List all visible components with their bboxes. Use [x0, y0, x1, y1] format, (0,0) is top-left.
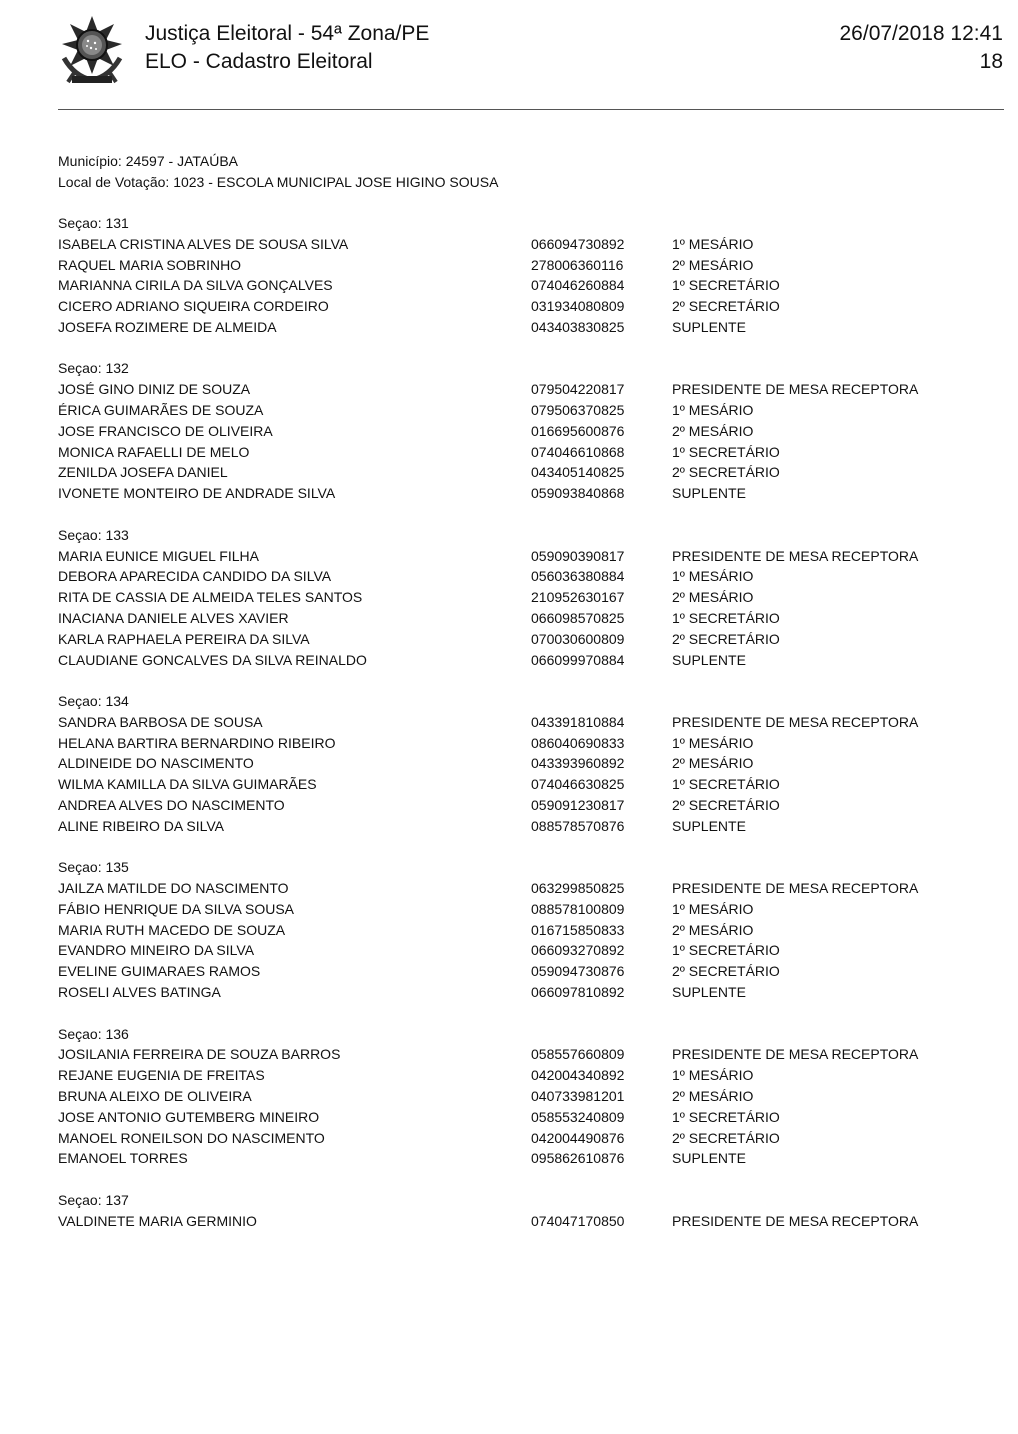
- member-name: JOSE FRANCISCO DE OLIVEIRA: [58, 422, 273, 439]
- section-heading: [58, 358, 1004, 379]
- member-name: RAQUEL MARIA SOBRINHO: [58, 256, 242, 273]
- member-name: MARIA EUNICE MIGUEL FILHA: [58, 547, 259, 564]
- member-row: [58, 1065, 1004, 1086]
- member-id: 210952630167: [531, 589, 625, 606]
- member-role: 1º MESÁRIO: [672, 568, 754, 585]
- member-id: 040733981201: [531, 1087, 625, 1104]
- member-id: 074046610868: [531, 443, 625, 460]
- member-row: [58, 442, 1004, 463]
- member-name: RITA DE CASSIA DE ALMEIDA TELES SANTOS: [58, 589, 363, 606]
- member-name: JOSILANIA FERREIRA DE SOUZA BARROS: [58, 1046, 341, 1063]
- member-row: [58, 878, 1004, 899]
- member-row: [58, 1044, 1004, 1065]
- member-role: 1º MESÁRIO: [672, 734, 754, 751]
- member-id: 042004490876: [531, 1129, 625, 1146]
- member-name: ZENILDA JOSEFA DANIEL: [58, 464, 228, 481]
- member-name: INACIANA DANIELE ALVES XAVIER: [58, 609, 289, 626]
- member-row: [58, 546, 1004, 567]
- member-name: DEBORA APARECIDA CANDIDO DA SILVA: [58, 568, 332, 585]
- member-role: PRESIDENTE DE MESA RECEPTORA: [672, 880, 919, 897]
- section-block: [58, 525, 1004, 671]
- section-label: Seçao: 135: [58, 859, 129, 876]
- report-title: Justiça Eleitoral - 54ª Zona/PE: [145, 22, 430, 45]
- member-role: 1º SECRETÁRIO: [672, 277, 780, 294]
- member-role: 2º MESÁRIO: [672, 589, 754, 606]
- member-id: 278006360116: [531, 256, 624, 273]
- member-id: 066093270892: [531, 942, 625, 959]
- brazil-coat-of-arms-icon: [58, 14, 126, 86]
- member-row: [58, 462, 1004, 483]
- section-block: [58, 857, 1004, 1003]
- member-role: 1º MESÁRIO: [672, 1067, 754, 1084]
- member-row: [58, 379, 1004, 400]
- local-votacao-label: Local de Votação: 1023 - ESCOLA MUNICIPAL JOSE HIGINO SOUSA: [58, 174, 499, 190]
- member-row: [58, 920, 1004, 941]
- member-row: [58, 234, 1004, 255]
- member-name: EMANOEL TORRES: [58, 1150, 188, 1167]
- member-name: SANDRA BARBOSA DE SOUSA: [58, 713, 263, 730]
- member-name: ISABELA CRISTINA ALVES DE SOUSA SILVA: [58, 235, 349, 252]
- member-id: 066098570825: [531, 609, 625, 626]
- member-name: FÁBIO HENRIQUE DA SILVA SOUSA: [58, 900, 294, 917]
- member-row: [58, 753, 1004, 774]
- member-id: 086040690833: [531, 734, 625, 751]
- member-role: 2º SECRETÁRIO: [672, 796, 780, 813]
- member-row: [58, 483, 1004, 504]
- member-id: 043391810884: [531, 713, 625, 730]
- member-name: EVELINE GUIMARAES RAMOS: [58, 963, 261, 980]
- member-id: 066094730892: [531, 235, 625, 252]
- member-role: 2º SECRETÁRIO: [672, 298, 780, 315]
- report-subtitle: ELO - Cadastro Eleitoral: [145, 50, 373, 73]
- member-name: MARIA RUTH MACEDO DE SOUZA: [58, 921, 286, 938]
- member-name: CICERO ADRIANO SIQUEIRA CORDEIRO: [58, 298, 329, 315]
- member-role: 2º SECRETÁRIO: [672, 963, 780, 980]
- member-role: 2º MESÁRIO: [672, 755, 754, 772]
- member-id: 066097810892: [531, 984, 625, 1001]
- member-row: [58, 629, 1004, 650]
- member-row: [58, 255, 1004, 276]
- member-id: 074047170850: [531, 1212, 625, 1229]
- section-heading: [58, 213, 1004, 234]
- member-row: [58, 774, 1004, 795]
- member-role: 2º MESÁRIO: [672, 256, 754, 273]
- member-role: 1º MESÁRIO: [672, 900, 754, 917]
- member-name: MONICA RAFAELLI DE MELO: [58, 443, 250, 460]
- member-name: WILMA KAMILLA DA SILVA GUIMARÃES: [58, 776, 317, 793]
- member-row: [58, 940, 1004, 961]
- member-id: 079506370825: [531, 402, 625, 419]
- member-role: 2º SECRETÁRIO: [672, 1129, 780, 1146]
- member-name: ÉRICA GUIMARÃES DE SOUZA: [58, 402, 264, 419]
- member-role: 2º MESÁRIO: [672, 1087, 754, 1104]
- member-row: [58, 733, 1004, 754]
- section-label: Seçao: 131: [58, 215, 129, 231]
- member-name: CLAUDIANE GONCALVES DA SILVA REINALDO: [58, 651, 367, 668]
- member-role: PRESIDENTE DE MESA RECEPTORA: [672, 381, 919, 398]
- section-block: [58, 691, 1004, 837]
- member-row: [58, 296, 1004, 317]
- section-block: [58, 213, 1004, 338]
- member-id: 031934080809: [531, 298, 625, 315]
- member-role: 1º SECRETÁRIO: [672, 776, 780, 793]
- member-name: ROSELI ALVES BATINGA: [58, 984, 221, 1001]
- member-role: 2º MESÁRIO: [672, 422, 754, 439]
- member-id: 043403830825: [531, 318, 625, 335]
- member-id: 043405140825: [531, 464, 625, 481]
- member-id: 059093840868: [531, 485, 625, 502]
- member-id: 059094730876: [531, 963, 625, 980]
- member-name: JOSEFA ROZIMERE DE ALMEIDA: [58, 318, 277, 335]
- member-row: [58, 421, 1004, 442]
- member-id: 088578570876: [531, 817, 625, 834]
- section-heading: [58, 691, 1004, 712]
- member-name: BRUNA ALEIXO DE OLIVEIRA: [58, 1087, 252, 1104]
- member-row: [58, 608, 1004, 629]
- member-row: [58, 1086, 1004, 1107]
- member-name: VALDINETE MARIA GERMINIO: [58, 1212, 257, 1229]
- member-row: [58, 1107, 1004, 1128]
- member-role: 1º SECRETÁRIO: [672, 1108, 780, 1125]
- member-id: 016695600876: [531, 422, 625, 439]
- member-role: 1º SECRETÁRIO: [672, 942, 780, 959]
- member-row: [58, 400, 1004, 421]
- member-role: 1º SECRETÁRIO: [672, 609, 780, 626]
- report-datetime: 26/07/2018 12:41: [839, 22, 1003, 45]
- member-id: 079504220817: [531, 381, 625, 398]
- member-role: PRESIDENTE DE MESA RECEPTORA: [672, 713, 919, 730]
- page-number: 18: [979, 50, 1003, 73]
- municipio-label: Município: 24597 - JATAÚBA: [58, 153, 239, 169]
- member-id: 059090390817: [531, 547, 625, 564]
- section-label: Seçao: 134: [58, 693, 129, 709]
- member-id: 056036380884: [531, 568, 625, 585]
- member-name: HELANA BARTIRA BERNARDINO RIBEIRO: [58, 734, 336, 751]
- member-role: PRESIDENTE DE MESA RECEPTORA: [672, 1212, 919, 1229]
- member-name: ALINE RIBEIRO DA SILVA: [58, 817, 224, 834]
- member-role: 2º SECRETÁRIO: [672, 464, 780, 481]
- member-name: REJANE EUGENIA DE FREITAS: [58, 1067, 265, 1084]
- sections-list: [58, 213, 1004, 1252]
- member-name: EVANDRO MINEIRO DA SILVA: [58, 942, 255, 959]
- member-role: 2º SECRETÁRIO: [672, 630, 780, 647]
- member-role: SUPLENTE: [672, 485, 746, 502]
- section-block: [58, 358, 1004, 504]
- section-heading: [58, 1190, 1004, 1211]
- member-row: [58, 795, 1004, 816]
- member-id: 074046630825: [531, 776, 625, 793]
- section-heading: [58, 1024, 1004, 1045]
- member-id: 063299850825: [531, 880, 625, 897]
- member-name: JOSE ANTONIO GUTEMBERG MINEIRO: [58, 1108, 320, 1125]
- member-id: 066099970884: [531, 651, 625, 668]
- member-role: 1º MESÁRIO: [672, 235, 754, 252]
- member-id: 043393960892: [531, 755, 625, 772]
- member-row: [58, 275, 1004, 296]
- member-id: 016715850833: [531, 921, 625, 938]
- member-id: 074046260884: [531, 277, 625, 294]
- member-role: SUPLENTE: [672, 1150, 746, 1167]
- member-name: MANOEL RONEILSON DO NASCIMENTO: [58, 1129, 325, 1146]
- member-row: [58, 1148, 1004, 1169]
- member-role: SUPLENTE: [672, 817, 746, 834]
- section-block: [58, 1024, 1004, 1170]
- member-name: JOSÉ GINO DINIZ DE SOUZA: [58, 381, 251, 398]
- member-id: 059091230817: [531, 796, 625, 813]
- member-id: 058553240809: [531, 1108, 625, 1125]
- section-heading: [58, 525, 1004, 546]
- member-role: SUPLENTE: [672, 318, 746, 335]
- member-role: 1º SECRETÁRIO: [672, 443, 780, 460]
- member-role: 1º MESÁRIO: [672, 402, 754, 419]
- member-role: PRESIDENTE DE MESA RECEPTORA: [672, 547, 919, 564]
- header-divider: [58, 109, 1004, 110]
- member-role: SUPLENTE: [672, 651, 746, 668]
- member-row: [58, 650, 1004, 671]
- section-label: Seçao: 136: [58, 1025, 129, 1042]
- section-block: [58, 1190, 1004, 1232]
- member-name: IVONETE MONTEIRO DE ANDRADE SILVA: [58, 485, 336, 502]
- member-row: [58, 982, 1004, 1003]
- member-name: ANDREA ALVES DO NASCIMENTO: [58, 796, 285, 813]
- section-label: Seçao: 137: [58, 1191, 129, 1208]
- member-row: [58, 1128, 1004, 1149]
- member-id: 070030600809: [531, 630, 625, 647]
- member-id: 088578100809: [531, 900, 625, 917]
- member-row: [58, 587, 1004, 608]
- member-role: 2º MESÁRIO: [672, 921, 754, 938]
- member-name: MARIANNA CIRILA DA SILVA GONÇALVES: [58, 277, 333, 294]
- member-role: PRESIDENTE DE MESA RECEPTORA: [672, 1046, 919, 1063]
- member-row: [58, 899, 1004, 920]
- member-name: JAILZA MATILDE DO NASCIMENTO: [58, 880, 289, 897]
- member-row: [58, 712, 1004, 733]
- member-name: KARLA RAPHAELA PEREIRA DA SILVA: [58, 630, 310, 647]
- section-label: Seçao: 133: [58, 526, 129, 543]
- member-id: 095862610876: [531, 1150, 625, 1167]
- member-row: [58, 816, 1004, 837]
- report-header: [0, 0, 1018, 112]
- member-id: 042004340892: [531, 1067, 625, 1084]
- member-row: [58, 1211, 1004, 1232]
- member-role: SUPLENTE: [672, 984, 746, 1001]
- member-row: [58, 317, 1004, 338]
- member-id: 058557660809: [531, 1046, 625, 1063]
- section-label: Seçao: 132: [58, 360, 129, 377]
- section-heading: [58, 857, 1004, 878]
- member-row: [58, 961, 1004, 982]
- member-name: ALDINEIDE DO NASCIMENTO: [58, 755, 254, 772]
- member-row: [58, 566, 1004, 587]
